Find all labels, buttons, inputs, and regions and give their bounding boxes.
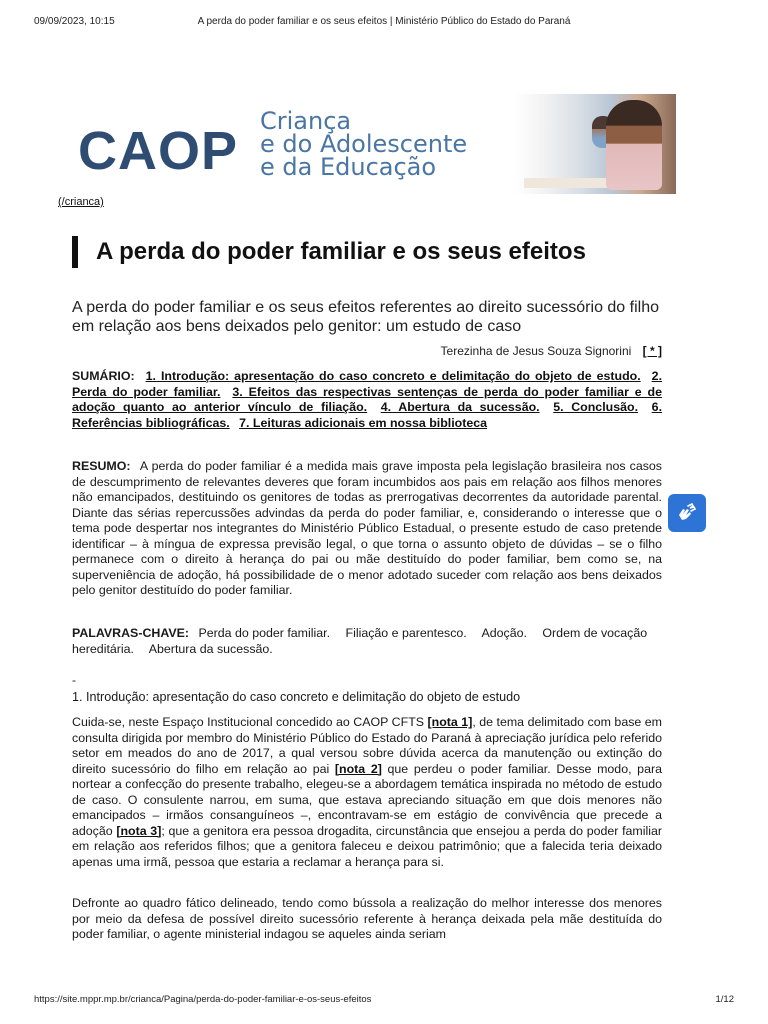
print-datetime: 09/09/2023, 10:15: [34, 16, 115, 27]
note-link-3[interactable]: [nota 3]: [116, 823, 162, 838]
abstract-text: A perda do poder familiar é a medida mais grave imposta pela legislação brasileira nos casos de descumprimento de relevantes deveres que foram incumbidos aos pais em relação aos filhos menores não emancipados, destituindo os genitores de todas as prerrogativas decorrentes da autoridade parental. Diante das sérias repercussões advindas da perda do poder familiar, e, considerando o interesse que o tema pode despertar nos integrantes do Ministério Público Estadual, o presente estudo de caso pretende identificar – à míngua de expressa previsão legal, o que torna o assunto objeto de dúvidas – se o filho permanece com o direito à herança do pai ou mãe destituído do poder familiar, bem como se, na superveniência de adoção, há possibilidade de o menor adotado suceder com relação aos bens deixados pelo genitor destituído do poder familiar.: [72, 459, 662, 597]
keyword-item: Perda do poder familiar.: [198, 626, 331, 640]
title-accent-bar: [72, 236, 78, 268]
photo-student: [606, 100, 662, 190]
print-header: [34, 16, 734, 30]
note-link-1[interactable]: [nota 1]: [427, 715, 473, 729]
page-title: A perda do poder familiar e os seus efeitos: [96, 238, 586, 265]
author-name: Terezinha de Jesus Souza Signorini: [440, 344, 632, 358]
summary-link-efeitos[interactable]: 3. Efeitos das respectivas sentenças de perda do poder familiar e de adoção quanto ao anterior vínculo de filiação.: [72, 384, 663, 414]
paragraph-text: que perdeu o poder familiar. Desse modo, para nortear a confecção do presente trabalho, elegeu-se a abordagem temática inspirada no método de estudo de caso. O consulente narrou, em suma, que estava apreciando situação em que dois menores não emancipados – irmãos consanguíneos –, encontravam-se em estágio de convivência que precede a adoção: [72, 761, 662, 838]
breadcrumb-link[interactable]: (/crianca): [58, 196, 104, 208]
summary-link-conclusao[interactable]: 5. Conclusão.: [553, 400, 639, 414]
print-url: https://site.mppr.mp.br/crianca/Pagina/perda-do-poder-familiar-e-os-seus-efeitos: [34, 994, 372, 1005]
keyword-item: Filiação e parentesco.: [345, 626, 467, 640]
separator: -: [72, 673, 76, 687]
paragraph-text: Cuida-se, neste Espaço Institucional concedido ao CAOP CFTS: [72, 715, 428, 729]
summary-link-referencias[interactable]: 6. Referências bibliográficas.: [72, 400, 663, 430]
caop-banner[interactable]: [68, 94, 676, 194]
print-page-number: 1/12: [715, 994, 734, 1005]
author-line: [441, 344, 662, 359]
summary-link-introducao[interactable]: 1. Introdução: apresentação do caso concreto e delimitação do objeto de estudo.: [145, 369, 641, 383]
keywords-label: PALAVRAS-CHAVE:: [72, 626, 190, 640]
article-subheading: A perda do poder familiar e os seus efeitos referentes ao direito sucessório do filho em relação aos bens deixados pelo genitor: um estudo de caso: [72, 299, 659, 335]
section-heading: 1. Introdução: apresentação do caso concreto e delimitação do objeto de estudo: [72, 690, 521, 704]
paragraph: [72, 715, 662, 870]
summary-label: SUMÁRIO:: [72, 369, 135, 383]
sign-language-button[interactable]: [668, 494, 706, 532]
sign-language-hands-icon: [675, 501, 699, 525]
summary-link-leituras[interactable]: 7. Leituras adicionais em nossa biblioteca: [239, 415, 488, 430]
banner-subtitle: [260, 107, 468, 181]
print-footer: [34, 994, 734, 1008]
note-link-2[interactable]: [nota 2]: [334, 761, 382, 776]
keywords: [72, 626, 662, 657]
banner-photo: [514, 94, 676, 194]
print-page-title: A perda do poder familiar e os seus efeitos | Ministério Público do Estado do Paraná: [197, 16, 571, 27]
keyword-item: Ordem de vocação hereditária.: [72, 626, 648, 656]
paragraph-text: , de tema delimitado com base em consulta dirigida por membro do Ministério Público do Estado do Paraná à apreciação jurídica pelo referido setor em meados do ano de 2017, a qual versou sobre dúvida acerca da manutenção ou extinção do direito sucessório do filho em relação ao pai: [72, 715, 662, 776]
summary-link-abertura[interactable]: 4. Abertura da sucessão.: [380, 400, 540, 414]
banner-subtitle-line: e do Adolescente: [260, 130, 468, 158]
banner-subtitle-line: Criança: [260, 107, 352, 135]
abstract-label: RESUMO:: [72, 459, 131, 473]
summary: [72, 369, 662, 431]
paragraph: Defronte ao quadro fático delineado, tendo como bússola a realização do melhor interesse dos menores por meio da defesa de possível direito sucessório referente à herança deixada pela mãe destituída do poder familiar, o agente ministerial indagou se aqueles ainda seriam: [72, 896, 662, 941]
keyword-item: Abertura da sucessão.: [148, 641, 273, 656]
abstract: [72, 459, 662, 599]
summary-link-perda[interactable]: 2. Perda do poder familiar.: [72, 369, 663, 399]
banner-subtitle-line: e da Educação: [260, 153, 437, 181]
author-note-link[interactable]: [ * ]: [642, 344, 662, 358]
caop-logo: CAOP: [78, 121, 239, 181]
paragraph-text: ; que a genitora era pessoa drogadita, circunstância que ensejou a perda do poder familiar em relação aos referidos filhos; que a genitora faleceu e deixou patrimônio; que a falecida teria deixado apenas uma irmã, pessoa que estaria a reclamar a herança para si.: [72, 823, 663, 869]
keyword-item: Adoção.: [481, 626, 527, 640]
